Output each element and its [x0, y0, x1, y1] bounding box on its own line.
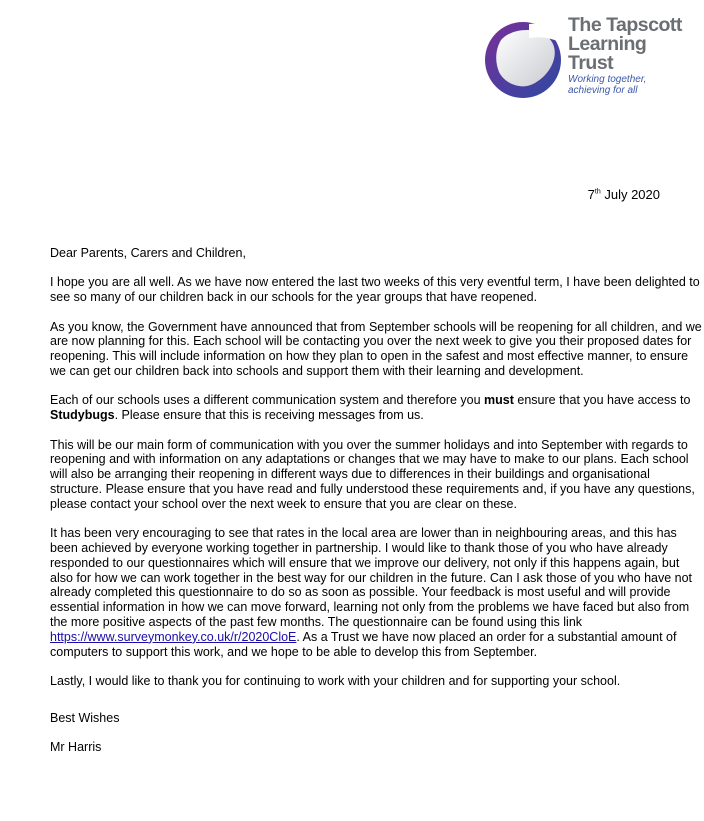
- paragraph-communication: Each of our schools uses a different communication system and therefore you must ensure that you have access to Studybugs. Please ensure that this is receiving messages from us.: [50, 393, 691, 423]
- paragraph-thanks: Lastly, I would like to thank you for continuing to work with your children and for supporting your school.: [50, 673, 621, 688]
- paragraph-questionnaire: It has been very encouraging to see that rates in the local area are lower than in neighbouring areas, and this has been achieved by everyone working together in partnership. I would like to thank those of you who have already responded to our questionnaires which will ensure that we improve our delivery, not only if this happens again, but also for how we can work together in the best way for our children in the future. Can I ask those of you who have not already completed this questionnaire to do so as soon as possible. Your feedback is most useful and will provide essential information in how we can move forward, learning not only from the problems we have faced but also from the more positive aspects of the past few months. The questionnaire can be found using this link https://www.surveymonkey.co.uk/r/2020CloE. As a Trust we have now placed an order for a substantial amount of computers to support this work, and we hope to be able to develop this from September.: [50, 526, 693, 659]
- letter-date: 7th July 2020: [587, 187, 660, 202]
- salutation: Dear Parents, Carers and Children,: [50, 246, 246, 260]
- trust-logo: [483, 14, 698, 104]
- paragraph-intro: I hope you are all well. As we have now entered the last two weeks of this very eventful term, I have been delighted to see so many of our children back in our schools for the year groups that have reopened.: [50, 275, 700, 305]
- paragraph-reopening: As you know, the Government have announced that from September schools will be reopening for all children, and we are now planning for this. Each school will be contacting you over the next week to give you their proposed dates for reopening. This will include information on how they plan to open in the safest and most effective manner, to ensure we can get our children back into schools and support them with their learning and development.: [50, 319, 702, 378]
- survey-link[interactable]: https://www.surveymonkey.co.uk/r/2020CloE: [50, 629, 297, 644]
- app-name: Studybugs: [50, 408, 115, 423]
- emphasis-must: must: [484, 393, 514, 408]
- letter-body: [50, 246, 702, 769]
- trust-tagline: Working together, achieving for all: [568, 74, 647, 96]
- trust-logo-mark: [483, 18, 565, 100]
- paragraph-summer: This will be our main form of communication with you over the summer holidays and into September with regards to reopening and with information on any adaptations or changes that we may have to make to our plans. Each school will also be arranging their reopening in different ways due to differences in their buildings and organisational structure. Please ensure that you have read and fully understood these requirements and, if you have any questions, please contact your school over the next week to ensure that you are clear on these.: [50, 437, 695, 511]
- closing: Best Wishes: [50, 710, 120, 725]
- signature: Mr Harris: [50, 740, 102, 755]
- trust-name: The Tapscott Learning Trust: [568, 14, 682, 74]
